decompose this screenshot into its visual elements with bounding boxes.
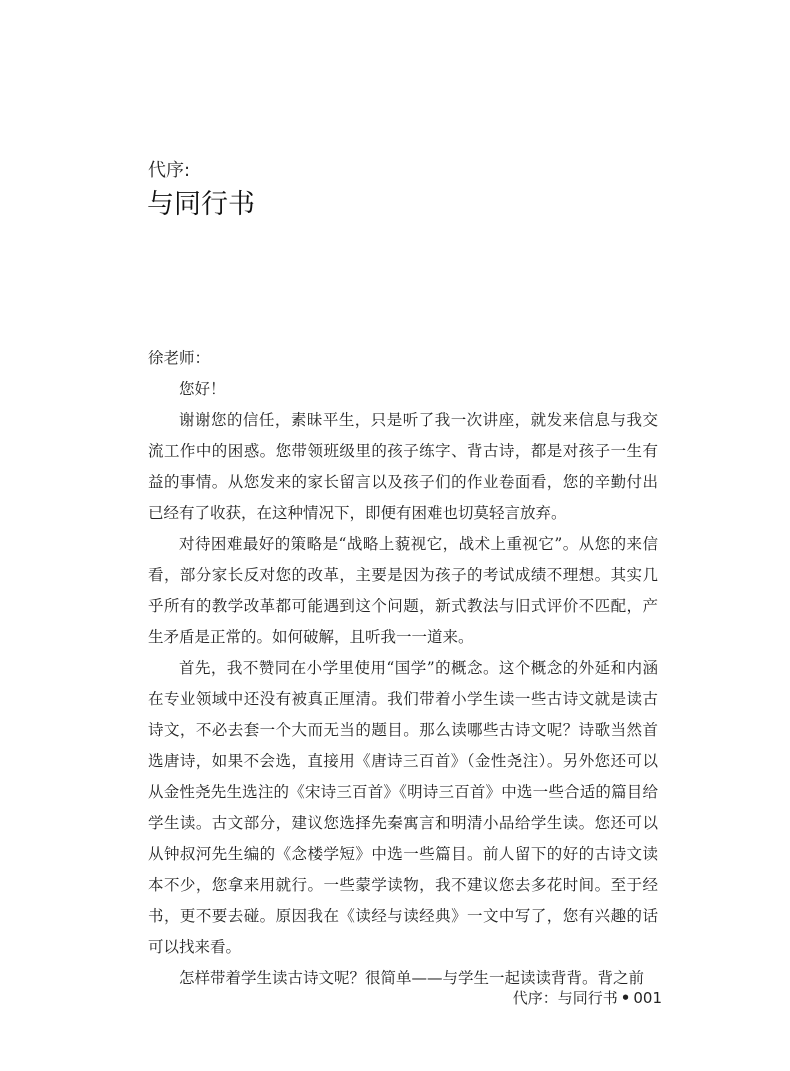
letter-paragraph: 首先，我不赞同在小学里使用“国学”的概念。这个概念的外延和内涵在专业领域中还没有被真正厘清。我们带着小学生读一些古诗文就是读古诗文，不必去套一个大而无当的题目。那么读哪些古诗文呢？诗歌当然首选唐诗，如果不会选，直接用《唐诗三百首》（金性尧注）。另外您还可以从金性尧先生选注的《宋诗三百首》《明诗三百首》中选一些合适的篇目给学生读。古文部分，建议您选择先秦寓言和明清小品给学生读。您还可以从钟叔河先生编的《念楼学短》中选一些篇目。前人留下的好的古诗文读本不少，您拿来用就行。一些蒙学读物，我不建议您去多花时间。至于经书，更不要去碰。原因我在《读经与读经典》一文中写了，您有兴趣的话可以找来看。 (148, 659, 658, 956)
chapter-label: 代序: (148, 160, 191, 181)
letter-paragraph: 怎样带着学生读古诗文呢？很简单——与学生一起读读背背。背之前 (179, 969, 645, 987)
letter-paragraph: 谢谢您的信任，素昧平生，只是听了我一次讲座，就发来信息与我交流工作中的困惑。您带领班级里的孩子练字、背古诗，都是对孩子一生有益的事情。从您发来的家长留言以及孩子们的作业卷面看，您的辛勤付出已经有了收获，在这种情况下，即便有困难也切莫轻言放弃。 (148, 411, 658, 522)
letter-body (148, 343, 658, 994)
letter-salutation: 徐老师： (148, 349, 211, 367)
letter-paragraph: 对待困难最好的策略是“战略上藐视它，战术上重视它”。从您的来信看，部分家长反对您的改革，主要是因为孩子的考试成绩不理想。其实几乎所有的教学改革都可能遇到这个问题，新式教法与旧式评价不匹配，产生矛盾是正常的。如何破解，且听我一一道来。 (148, 535, 658, 646)
footer-separator: • (620, 989, 631, 1007)
page-footer (513, 988, 662, 1008)
letter-greeting: 您好！ (179, 380, 226, 398)
chapter-title: 与同行书 (147, 189, 255, 220)
running-head: 代序：与同行书 (512, 989, 618, 1007)
page-number: 001 (633, 989, 662, 1007)
